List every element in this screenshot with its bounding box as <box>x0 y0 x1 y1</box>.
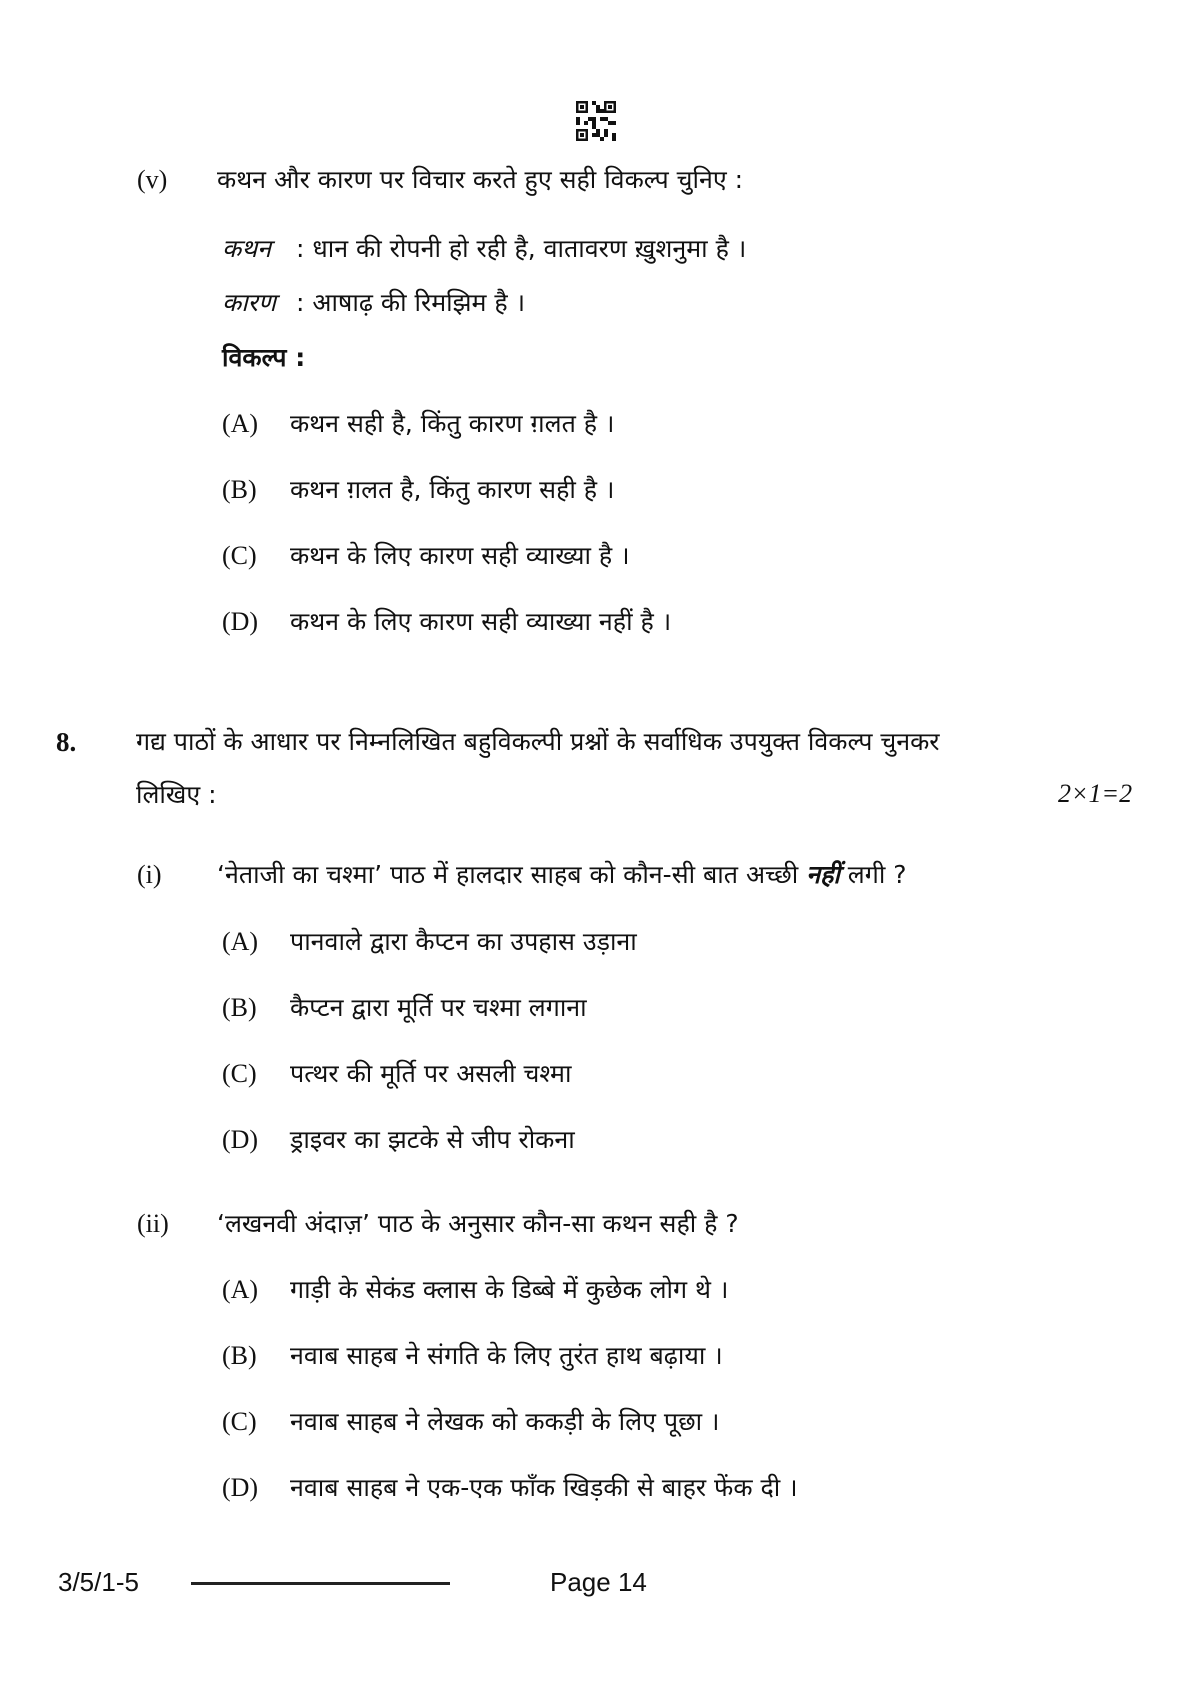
option-text: पत्थर की मूर्ति पर असली चश्मा <box>290 1059 572 1088</box>
option-label: (A) <box>222 927 259 956</box>
footer-divider <box>191 1582 450 1585</box>
sub-question-ii-number: (ii) <box>137 1209 169 1238</box>
option-label: (B) <box>222 475 257 504</box>
option-label: (D) <box>222 1125 259 1154</box>
assertion-text: : धान की रोपनी हो रही है, वातावरण ख़ुशनुमा है । <box>296 234 747 263</box>
option-text: नवाब साहब ने एक-एक फाँक खिड़की से बाहर फेंक दी । <box>290 1473 798 1502</box>
option-text: कथन सही है, किंतु कारण ग़लत है । <box>290 409 615 438</box>
option-label: (B) <box>222 1341 257 1370</box>
page-number: Page 14 <box>550 1567 647 1597</box>
option-label: (D) <box>222 607 259 636</box>
emphasis-text: नहीं <box>806 860 840 889</box>
option-label: (A) <box>222 1275 259 1304</box>
marks-label: 2×1=2 <box>1058 779 1133 808</box>
question-8-number: 8. <box>56 727 77 757</box>
option-text: गाड़ी के सेकंड क्लास के डिब्बे में कुछेक लोग थे । <box>290 1275 729 1304</box>
qr-code-icon <box>576 101 616 141</box>
question-v-prompt: कथन और कारण पर विचार करते हुए सही विकल्प चुनिए : <box>217 165 744 194</box>
option-label: (C) <box>222 541 257 570</box>
option-text: कथन के लिए कारण सही व्याख्या है । <box>290 541 630 570</box>
question-v-number: (v) <box>137 165 168 194</box>
option-label: (C) <box>222 1407 257 1436</box>
option-text: नवाब साहब ने लेखक को ककड़ी के लिए पूछा । <box>290 1407 720 1436</box>
reason-label: कारण <box>222 288 276 317</box>
option-label: (A) <box>222 409 259 438</box>
sub-question-i-prompt <box>217 857 907 891</box>
sub-question-ii-prompt: ‘लखनवी अंदाज़’ पाठ के अनुसार कौन-सा कथन सही है ? <box>217 1209 739 1238</box>
reason-text: : आषाढ़ की रिमझिम है । <box>296 288 526 317</box>
option-label: (C) <box>222 1059 257 1088</box>
option-label: (D) <box>222 1473 259 1502</box>
question-8-prompt-line1: गद्य पाठों के आधार पर निम्नलिखित बहुविकल्पी प्रश्नों के सर्वाधिक उपयुक्त विकल्प चुनकर <box>136 727 940 756</box>
prompt-text: ‘नेताजी का चश्मा’ पाठ में हालदार साहब को कौन-सी बात अच्छी <box>217 860 807 889</box>
assertion-label: कथन <box>222 234 272 263</box>
option-text: कैप्टन द्वारा मूर्ति पर चश्मा लगाना <box>290 993 587 1022</box>
option-text: कथन ग़लत है, किंतु कारण सही है । <box>290 475 615 504</box>
option-text: कथन के लिए कारण सही व्याख्या नहीं है । <box>290 607 672 636</box>
option-text: नवाब साहब ने संगति के लिए तुरंत हाथ बढ़ाया । <box>290 1341 723 1370</box>
options-heading: विकल्प : <box>222 343 306 372</box>
option-text: पानवाले द्वारा कैप्टन का उपहास उड़ाना <box>290 927 637 956</box>
option-text: ड्राइवर का झटके से जीप रोकना <box>290 1125 575 1154</box>
prompt-text: लगी ? <box>839 860 907 889</box>
option-label: (B) <box>222 993 257 1022</box>
question-8-prompt-line2: लिखिए : <box>136 780 217 809</box>
sub-question-i-number: (i) <box>137 860 162 889</box>
paper-code: 3/5/1-5 <box>58 1567 139 1597</box>
